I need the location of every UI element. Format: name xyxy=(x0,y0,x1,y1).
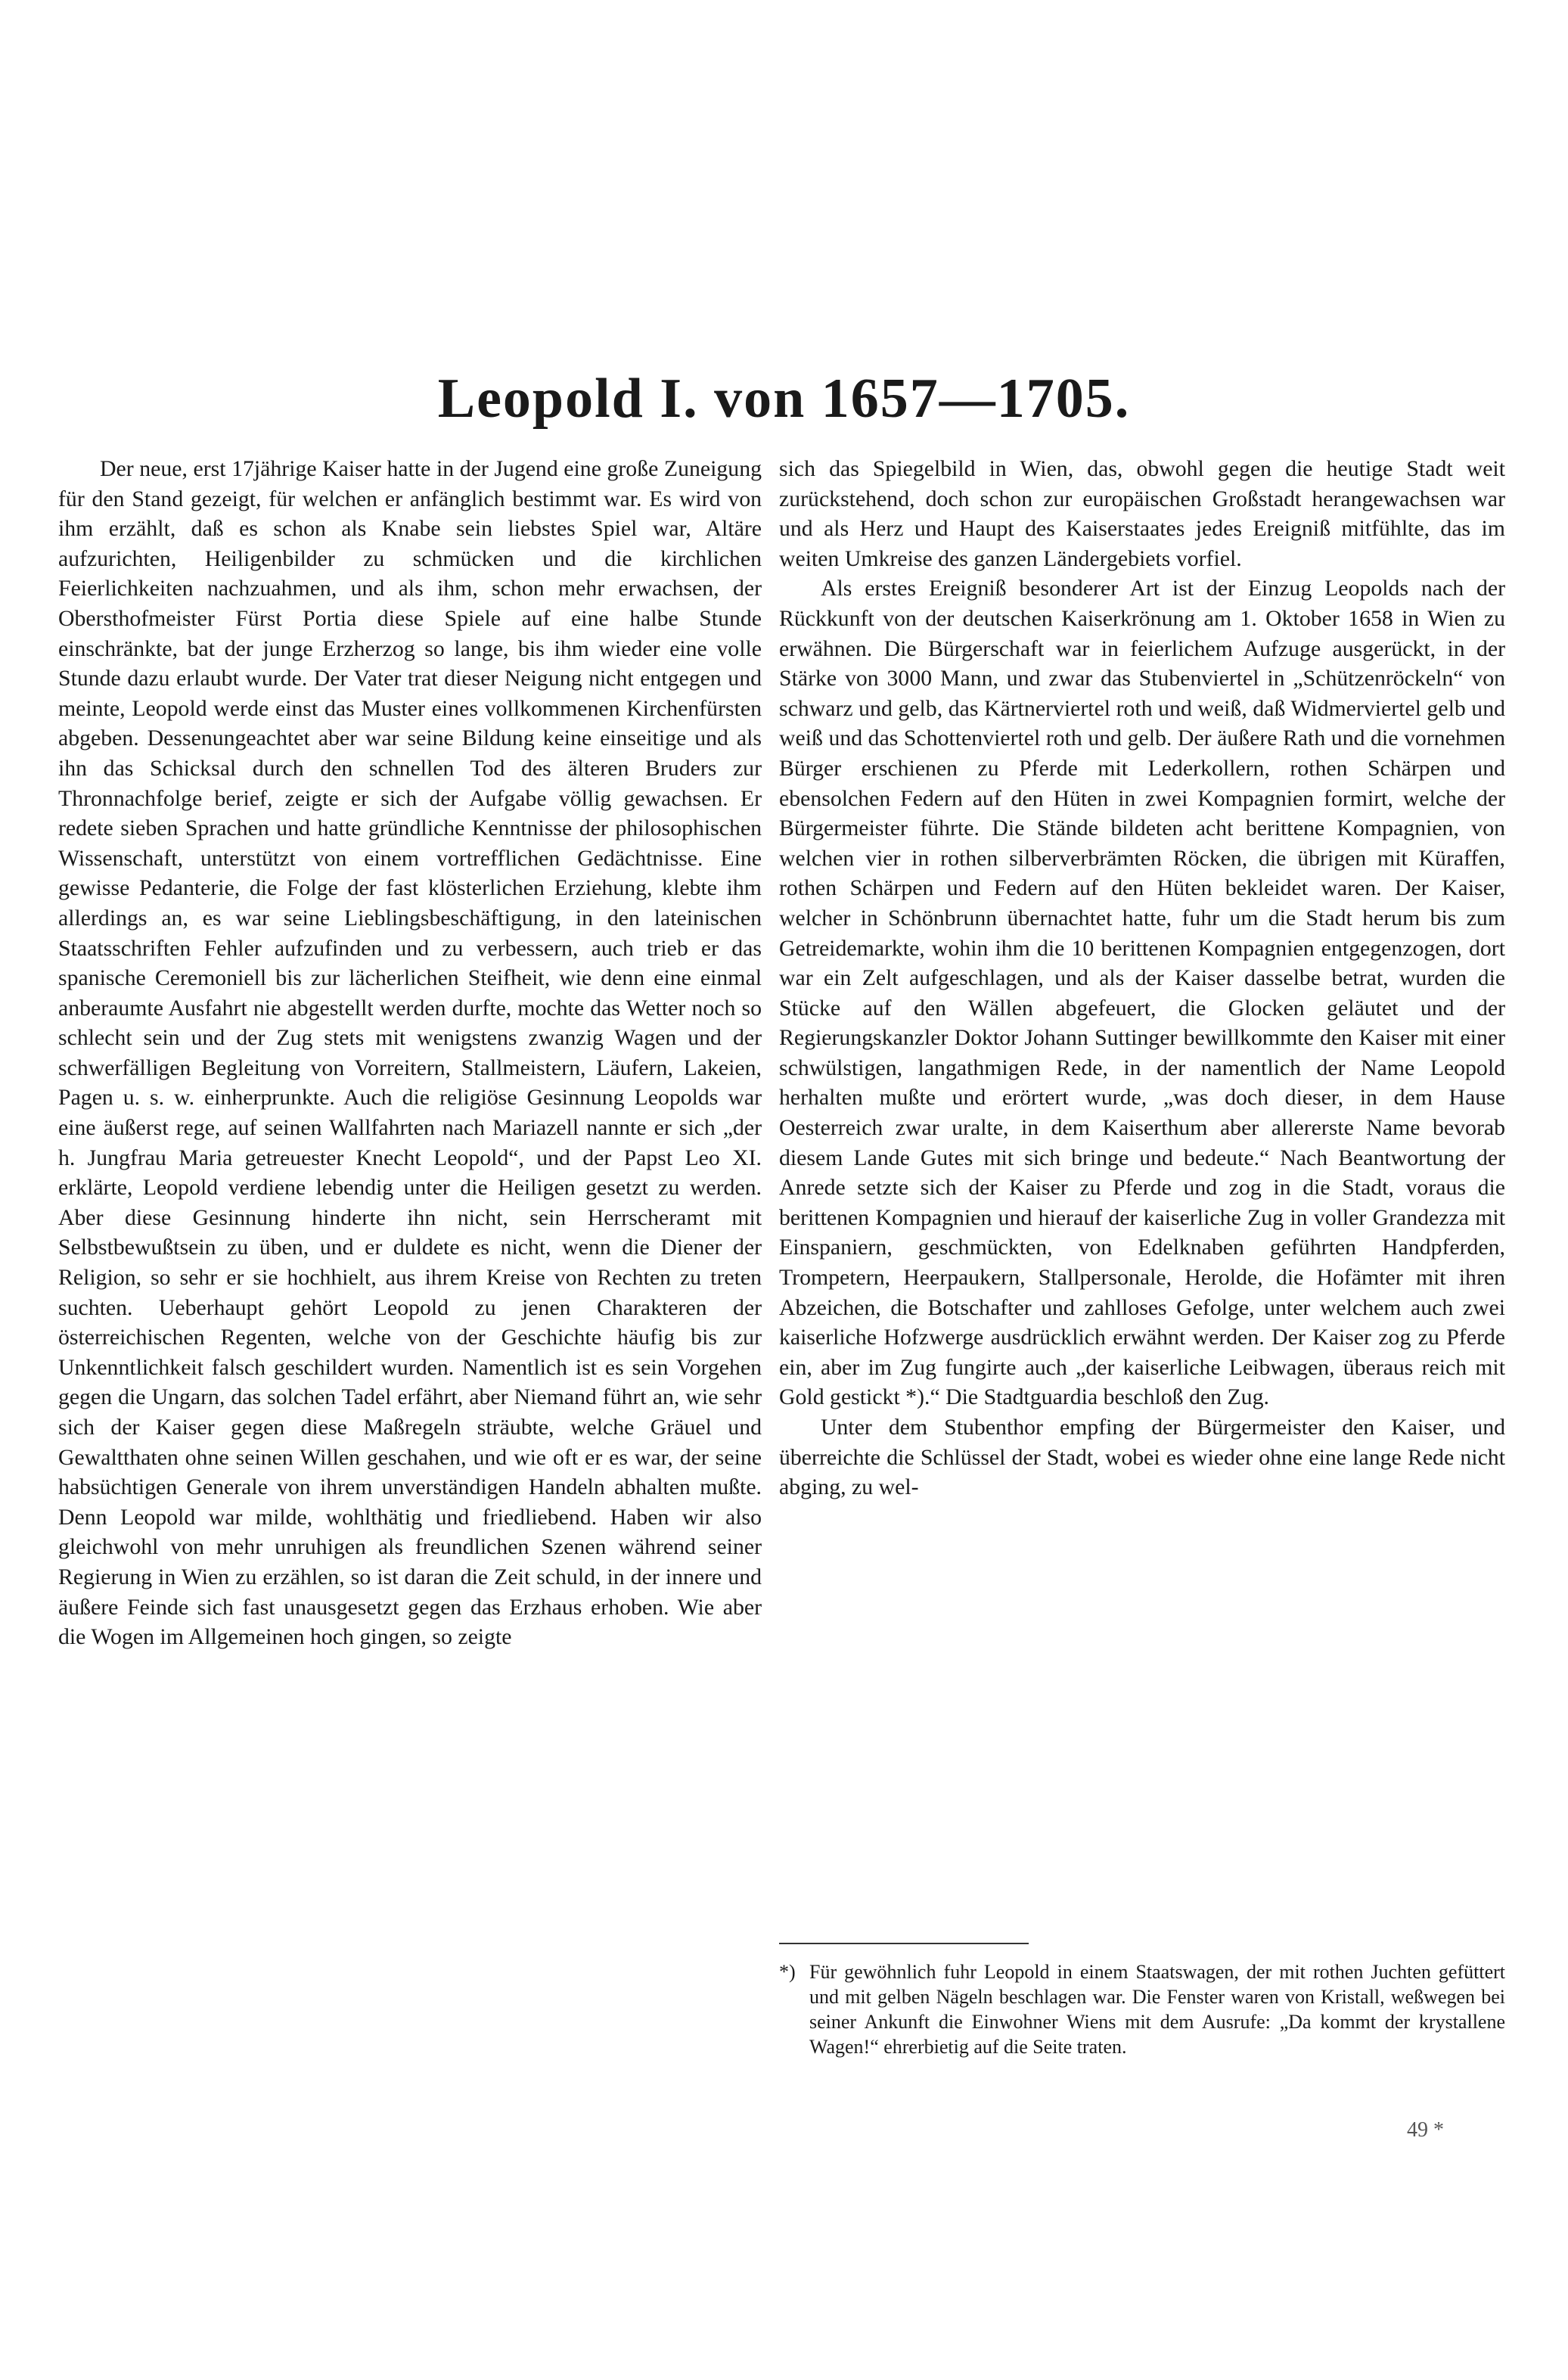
page-number: 49 * xyxy=(1407,2118,1444,2142)
footnote-text: Für gewöhnlich fuhr Leopold in einem Staatswagen, der mit rothen Juchten gefüttert und mit gelben Nägeln beschlagen war. Die Fenster waren von Kristall, weßwegen bei seiner Ankunft die Einwohner Wiens mit dem Ausrufe: „Da kommt der krystallene Wagen!“ ehrerbietig auf die Seite traten. xyxy=(809,1961,1505,2058)
left-paragraph: Der neue, erst 17jährige Kaiser hatte in der Jugend eine große Zuneigung für den Stand gezeigt, für welchen er anfänglich bestimmt war. Es wird von ihm erzählt, daß es schon als Knabe sein liebstes Spiel war, Altäre aufzurichten, Heiligenbilder zu schmücken und die kirchlichen Feierlichkeiten nachzuahmen, und als ihm, schon mehr erwachsen, der Obersthofmeister Fürst Portia diese Spiele auf eine halbe Stunde einschränkte, bat der junge Erzherzog so lange, bis ihm wieder eine volle Stunde dazu erlaubt wurde. Der Vater trat dieser Neigung nicht entgegen und meinte, Leopold werde einst das Muster eines vollkommenen Kirchenfürsten abgeben. Dessenungeachtet aber war seine Bildung keine einseitige und als ihn das Schicksal durch den schnellen Tod des älteren Bruders zur Thronnachfolge berief, zeigte er sich der Aufgabe völlig gewachsen. Er redete sieben Sprachen und hatte gründliche Kenntnisse der philosophischen Wissenschaft, unterstützt von einem vortrefflichen Gedächtnisse. Eine gewisse Pedanterie, die Folge der fast klösterlichen Erziehung, klebte ihm allerdings an, es war seine Lieblingsbeschäftigung, in den lateinischen Staatsschriften Fehler aufzufinden und zu verbessern, auch trieb er das spanische Ceremoniell bis zur lächerlichen Steifheit, wie denn eine einmal anberaumte Ausfahrt nie abgestellt werden durfte, mochte das Wetter noch so schlecht sein und der Zug stets mit wenigstens zwanzig Wagen und der schwerfälligen Begleitung von Vorreitern, Stallmeistern, Läufern, Lakeien, Pagen u. s. w. einherprunkte. Auch die religiöse Gesinnung Leopolds war eine äußerst rege, auf seinen Wallfahrten nach Mariazell nannte er sich „der h. Jungfrau Maria getreuester Knecht Leopold“, und der Papst Leo XI. erklärte, Leopold verdiene lebendig unter die Heiligen gesetzt zu werden. Aber diese Gesinnung hinderte ihn nicht, sein Herrscheramt mit Selbstbewußtsein zu üben, und er duldete es nicht, wenn die Diener der Religion, so sehr er sie hochhielt, aus ihrem Kreise von Rechten zu treten suchten. Ueberhaupt gehört Leopold zu jenen Charakteren der österreichischen Regenten, welche von der Geschichte häufig bis zur Unkenntlichkeit falsch geschildert wurden. Namentlich ist es sein Vorgehen gegen die Ungarn, das solchen Tadel erfährt, aber Niemand führt an, wie sehr sich der Kaiser gegen diese Maßregeln sträubte, welche Gräuel und Gewaltthaten ohne seinen Willen geschahen, und wie oft er es war, der seine habsüchtigen Generale von ihrem unverständigen Handeln abhalten mußte. Denn Leopold war milde, wohlthätig und friedliebend. Haben wir also gleichwohl von mehr unruhigen als freundlichen Szenen während seiner Regierung in Wien zu erzählen, so ist daran die Zeit schuld, in der innere und äußere Feinde sich fast unausgesetzt gegen das Erzhaus erhoben. Wie aber die Wogen im Allgemeinen hoch gingen, so zeigte xyxy=(58,456,762,1650)
left-column xyxy=(58,454,762,1652)
right-column xyxy=(779,454,1505,1502)
footnote xyxy=(779,1959,1505,2059)
footnote-rule xyxy=(779,1943,1029,1944)
footnote-marker: *) xyxy=(779,1961,796,1983)
right-paragraph: Unter dem Stubenthor empfing der Bürgermeister den Kaiser, und überreichte die Schlüssel der Stadt, wobei es wieder ohne eine lange Rede nicht abging, zu wel- xyxy=(779,1415,1505,1500)
right-paragraph: sich das Spiegelbild in Wien, das, obwohl gegen die heutige Stadt weit zurückstehend, doch schon zur europäischen Großstadt herangewachsen war und als Herz und Haupt des Kaiserstaates jedes Ereigniß mitfühlte, das im weiten Umkreise des ganzen Ländergebiets vorfiel. xyxy=(779,456,1505,571)
right-paragraph: Als erstes Ereigniß besonderer Art ist der Einzug Leopolds nach der Rückkunft von der deutschen Kaiserkrönung am 1. Oktober 1658 in Wien zu erwähnen. Die Bürgerschaft war in feierlichem Aufzuge ausgerückt, in der Stärke von 3000 Mann, und zwar das Stubenviertel in „Schützenröckeln“ von schwarz und gelb, das Kärtnerviertel roth und weiß, daß Widmerviertel gelb und weiß und das Schottenviertel roth und gelb. Der äußere Rath und die vornehmen Bürger erschienen zu Pferde mit Lederkollern, rothen Schärpen und ebensolchen Federn auf den Hüten in zwei Kompagnien formirt, welche der Bürgermeister führte. Die Stände bildeten acht berittene Kompagnien, von welchen vier in rothen silberverbrämten Röcken, die übrigen mit Küraffen, rothen Schärpen und Federn auf den Hüten bekleidet waren. Der Kaiser, welcher in Schönbrunn übernachtet hatte, fuhr um die Stadt herum bis zum Getreidemarkte, wohin ihm die 10 berittenen Kompagnien entgegenzogen, dort war ein Zelt aufgeschlagen, und als der Kaiser dasselbe betrat, wurden die Stücke auf den Wällen abgefeuert, die Glocken geläutet und der Regierungskanzler Doktor Johann Suttinger bewillkommte den Kaiser mit einer schwülstigen, langathmigen Rede, in der namentlich der Name Leopold herhalten mußte und erörtert wurde, „was doch dieser, in dem Hause Oesterreich zwar uralte, in dem Kaiserthum aber allererste Name bevorab diesem Lande Gutes mit sich bringe und bedeute.“ Nach Beantwortung der Anrede setzte sich der Kaiser zu Pferde und zog in die Stadt, voraus die berittenen Kompagnien und hierauf der kaiserliche Zug in voller Grandezza mit Einspaniern, geschmückten, von Edelknaben geführten Handpferden, Trompetern, Heerpaukern, Stallpersonale, Herolde, die Hofämter mit ihren Abzeichen, die Botschafter und zahlloses Gefolge, unter welchem auch zwei kaiserliche Hofzwerge ausdrücklich erwähnt werden. Der Kaiser zog zu Pferde ein, aber im Zug fungirte auch „der kaiserliche Leibwagen, überaus reich mit Gold gestickt *).“ Die Stadtguardia beschloß den Zug. xyxy=(779,576,1505,1410)
page-title: Leopold I. von 1657—1705. xyxy=(437,368,1131,430)
